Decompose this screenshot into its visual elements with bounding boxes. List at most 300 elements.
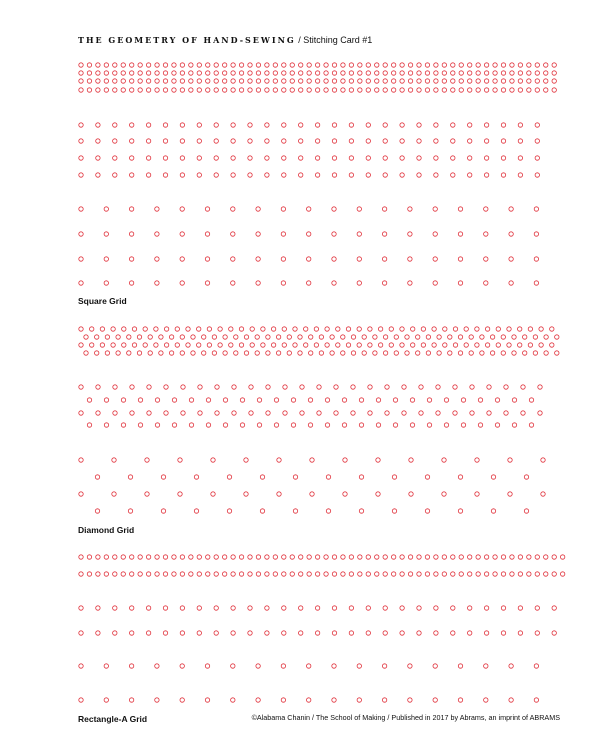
square-grid-hole (180, 173, 184, 177)
square-grid-hole (501, 88, 505, 92)
square-grid-hole (155, 88, 159, 92)
square-grid-hole (79, 88, 83, 92)
square-grid-hole (79, 281, 83, 285)
diamond-grid-hole (212, 351, 216, 355)
square-grid-hole (265, 79, 269, 83)
rectangle-grid-hole (434, 555, 438, 559)
square-grid-hole (501, 156, 505, 160)
square-grid-hole (484, 232, 488, 236)
diamond-grid-hole (95, 335, 99, 339)
square-grid-hole (290, 88, 294, 92)
diamond-grid-hole (79, 458, 83, 462)
diamond-grid-hole (389, 327, 393, 331)
diamond-grid-hole (478, 398, 482, 402)
square-grid-hole (400, 139, 404, 143)
diamond-grid-hole (351, 335, 355, 339)
square-grid-hole (315, 79, 319, 83)
square-grid-hole (163, 71, 167, 75)
diamond-grid-hole (427, 398, 431, 402)
square-grid-hole (146, 123, 150, 127)
square-grid-hole (468, 139, 472, 143)
diamond-grid-hole (490, 335, 494, 339)
square-grid-hole (189, 88, 193, 92)
square-grid-hole (349, 123, 353, 127)
square-grid-hole (239, 79, 243, 83)
square-grid-hole (121, 88, 125, 92)
square-grid-hole (307, 88, 311, 92)
rectangle-grid-hole (451, 631, 455, 635)
diamond-grid-hole (100, 343, 104, 347)
square-grid-hole (458, 257, 462, 261)
rectangle-grid-hole (265, 572, 269, 576)
rectangle-grid-hole (189, 572, 193, 576)
rectangle-grid-hole (332, 664, 336, 668)
rectangle-grid-hole (231, 664, 235, 668)
diamond-grid-hole (132, 327, 136, 331)
square-grid-hole (290, 63, 294, 67)
diamond-grid-hole (223, 423, 227, 427)
rectangle-grid-hole (205, 698, 209, 702)
diamond-grid-hole (405, 351, 409, 355)
diamond-grid-hole (458, 475, 462, 479)
square-grid-hole (400, 88, 404, 92)
square-grid-hole (332, 156, 336, 160)
diamond-grid-hole (291, 423, 295, 427)
rectangle-grid-hole (434, 606, 438, 610)
square-grid-hole (518, 79, 522, 83)
diamond-grid-hole (317, 385, 321, 389)
diamond-grid-hole (342, 398, 346, 402)
square-grid-hole (231, 71, 235, 75)
rectangle-grid-hole (315, 631, 319, 635)
square-grid-hole (442, 63, 446, 67)
diamond-grid-hole (359, 423, 363, 427)
square-grid-hole (534, 207, 538, 211)
rectangle-grid-hole (510, 572, 514, 576)
square-grid-hole (79, 63, 83, 67)
square-grid-hole (493, 79, 497, 83)
diamond-grid-hole (100, 327, 104, 331)
diamond-grid-hole (291, 398, 295, 402)
square-grid-hole (382, 257, 386, 261)
square-grid-hole (458, 232, 462, 236)
square-grid-hole (113, 63, 117, 67)
diamond-grid-hole (172, 398, 176, 402)
diamond-grid-hole (293, 343, 297, 347)
square-grid-hole (172, 88, 176, 92)
diamond-grid-hole (239, 327, 243, 331)
rectangle-grid-hole (256, 555, 260, 559)
diamond-grid-hole (186, 327, 190, 331)
diamond-grid-hole (159, 351, 163, 355)
square-grid-hole (299, 88, 303, 92)
diamond-grid-hole (137, 351, 141, 355)
section-label-rectangle-a-grid: Rectangle-A Grid (78, 714, 148, 724)
diamond-grid-hole (325, 327, 329, 331)
diamond-grid-hole (550, 327, 554, 331)
diamond-grid-hole (436, 385, 440, 389)
square-grid-hole (552, 88, 556, 92)
square-grid-hole (299, 79, 303, 83)
square-grid-hole (434, 71, 438, 75)
rectangle-grid-hole (332, 555, 336, 559)
rectangle-grid-hole (383, 572, 387, 576)
square-grid-hole (366, 156, 370, 160)
square-grid-hole (544, 71, 548, 75)
square-grid-hole (552, 71, 556, 75)
square-grid-hole (206, 88, 210, 92)
diamond-grid-hole (255, 351, 259, 355)
square-grid-hole (146, 173, 150, 177)
rectangle-grid-hole (425, 572, 429, 576)
copyright-footer: ©Alabama Chanin / The School of Making / Published in 2017 by Abrams, an imprint of ABRAMS (251, 713, 560, 722)
square-grid-hole (273, 71, 277, 75)
diamond-grid-hole (389, 343, 393, 347)
rectangle-grid-hole (172, 572, 176, 576)
diamond-grid-hole (512, 351, 516, 355)
rectangle-grid-hole (400, 631, 404, 635)
square-grid-hole (129, 232, 133, 236)
square-grid-hole (146, 139, 150, 143)
rectangle-grid-hole (282, 572, 286, 576)
diamond-grid-hole (458, 335, 462, 339)
rectangle-grid-hole (332, 631, 336, 635)
diamond-grid-hole (257, 423, 261, 427)
diamond-grid-hole (138, 398, 142, 402)
rectangle-grid-hole (375, 555, 379, 559)
diamond-grid-hole (266, 335, 270, 339)
rectangle-grid-hole (535, 555, 539, 559)
square-grid-hole (163, 156, 167, 160)
square-grid-hole (468, 79, 472, 83)
square-grid-hole (214, 123, 218, 127)
diamond-grid-hole (444, 398, 448, 402)
diamond-grid-hole (555, 335, 559, 339)
rectangle-grid-hole (366, 606, 370, 610)
rectangle-grid-hole (366, 555, 370, 559)
square-grid-hole (518, 71, 522, 75)
diamond-grid-hole (411, 327, 415, 331)
square-grid-hole (248, 139, 252, 143)
diamond-grid-hole (427, 423, 431, 427)
square-grid-hole (104, 281, 108, 285)
diamond-grid-hole (310, 458, 314, 462)
square-grid-hole (408, 207, 412, 211)
square-grid-hole (265, 71, 269, 75)
rectangle-grid-hole (79, 555, 83, 559)
square-grid-hole (476, 63, 480, 67)
rectangle-grid-hole (180, 698, 184, 702)
rectangle-grid-hole (172, 555, 176, 559)
section-label-square-grid: Square Grid (78, 296, 127, 306)
square-grid-hole (493, 63, 497, 67)
diamond-grid-hole (357, 327, 361, 331)
square-grid-hole (248, 88, 252, 92)
square-grid-hole (155, 63, 159, 67)
rectangle-grid-hole (189, 555, 193, 559)
square-grid-hole (358, 88, 362, 92)
diamond-grid-hole (443, 327, 447, 331)
rectangle-grid-hole (527, 555, 531, 559)
diamond-grid-hole (202, 351, 206, 355)
diamond-grid-hole (212, 335, 216, 339)
rectangle-grid-hole (518, 631, 522, 635)
square-grid-hole (493, 71, 497, 75)
diamond-grid-hole (538, 385, 542, 389)
square-grid-hole (206, 63, 210, 67)
square-grid-hole (468, 173, 472, 177)
square-grid-hole (180, 207, 184, 211)
diamond-grid-hole (533, 335, 537, 339)
square-grid-hole (349, 173, 353, 177)
diamond-grid-hole (232, 411, 236, 415)
diamond-grid-hole (79, 411, 83, 415)
rectangle-grid-hole (391, 572, 395, 576)
diamond-grid-hole (155, 398, 159, 402)
diamond-grid-hole (104, 398, 108, 402)
diamond-grid-hole (539, 343, 543, 347)
square-grid-hole (382, 281, 386, 285)
square-grid-hole (501, 63, 505, 67)
square-grid-hole (214, 71, 218, 75)
rectangle-grid-hole (163, 555, 167, 559)
rectangle-grid-hole (273, 555, 277, 559)
square-grid-hole (501, 139, 505, 143)
square-grid-hole (383, 79, 387, 83)
diamond-grid-hole (373, 351, 377, 355)
square-grid-hole (231, 139, 235, 143)
square-grid-hole (358, 63, 362, 67)
square-grid-hole (552, 79, 556, 83)
square-grid-hole (129, 207, 133, 211)
diamond-grid-hole (409, 458, 413, 462)
square-grid-hole (527, 71, 531, 75)
diamond-grid-hole (359, 398, 363, 402)
rectangle-grid-hole (476, 555, 480, 559)
square-grid-hole (400, 123, 404, 127)
rectangle-grid-hole (113, 572, 117, 576)
diamond-grid-hole (485, 343, 489, 347)
rectangle-grid-hole (96, 606, 100, 610)
square-grid-hole (518, 173, 522, 177)
square-grid-hole (375, 63, 379, 67)
diamond-grid-hole (336, 343, 340, 347)
square-grid-hole (231, 88, 235, 92)
rectangle-grid-hole (180, 572, 184, 576)
rectangle-grid-hole (197, 555, 201, 559)
diamond-grid-hole (432, 343, 436, 347)
rectangle-grid-hole (121, 572, 125, 576)
diamond-grid-hole (155, 423, 159, 427)
diamond-grid-hole (464, 343, 468, 347)
square-grid-hole (282, 123, 286, 127)
rectangle-grid-hole (341, 572, 345, 576)
square-grid-hole (214, 63, 218, 67)
diamond-grid-hole (357, 343, 361, 347)
diamond-grid-hole (181, 411, 185, 415)
diamond-grid-hole (453, 385, 457, 389)
diamond-grid-hole (287, 351, 291, 355)
diamond-grid-hole (346, 343, 350, 347)
square-grid-hole (366, 79, 370, 83)
rectangle-grid-hole (417, 555, 421, 559)
diamond-grid-hole (95, 475, 99, 479)
square-grid-hole (408, 232, 412, 236)
rectangle-grid-hole (501, 631, 505, 635)
rectangle-grid-hole (96, 631, 100, 635)
square-grid-hole (442, 79, 446, 83)
square-grid-hole (349, 139, 353, 143)
square-grid-hole (180, 71, 184, 75)
diamond-grid-hole (376, 423, 380, 427)
square-grid-hole (172, 71, 176, 75)
diamond-grid-hole (148, 351, 152, 355)
diamond-grid-hole (319, 335, 323, 339)
diamond-grid-hole (128, 509, 132, 513)
diamond-grid-hole (475, 343, 479, 347)
rectangle-grid-hole (96, 572, 100, 576)
square-grid-hole (265, 123, 269, 127)
diamond-grid-hole (111, 327, 115, 331)
diamond-grid-hole (421, 343, 425, 347)
diamond-grid-hole (96, 385, 100, 389)
diamond-grid-hole (261, 327, 265, 331)
rectangle-grid-hole (324, 555, 328, 559)
square-grid-hole (121, 63, 125, 67)
square-grid-hole (256, 207, 260, 211)
square-grid-hole (510, 63, 514, 67)
diamond-grid-hole (121, 398, 125, 402)
square-grid-hole (87, 71, 91, 75)
rectangle-grid-hole (299, 555, 303, 559)
rectangle-grid-hole (231, 555, 235, 559)
square-grid-hole (104, 71, 108, 75)
square-grid-hole (155, 232, 159, 236)
square-grid-hole (197, 139, 201, 143)
square-grid-hole (130, 63, 134, 67)
square-grid-hole (332, 139, 336, 143)
rectangle-grid-hole (146, 555, 150, 559)
diamond-grid-hole (518, 327, 522, 331)
square-grid-hole (458, 207, 462, 211)
square-grid-hole (417, 173, 421, 177)
diamond-grid-hole (122, 343, 126, 347)
rectangle-grid-hole (180, 555, 184, 559)
diamond-grid-hole (122, 327, 126, 331)
diamond-grid-hole (240, 423, 244, 427)
diamond-grid-hole (444, 423, 448, 427)
square-grid-hole (130, 139, 134, 143)
square-grid-hole (256, 63, 260, 67)
square-grid-hole (518, 88, 522, 92)
square-grid-hole (484, 281, 488, 285)
square-grid-hole (205, 257, 209, 261)
square-grid-hole (290, 79, 294, 83)
rectangle-grid-hole (341, 555, 345, 559)
diamond-grid-hole (461, 423, 465, 427)
diamond-grid-hole (137, 335, 141, 339)
square-grid-hole (534, 232, 538, 236)
square-grid-hole (383, 173, 387, 177)
diamond-grid-hole (105, 351, 109, 355)
diamond-grid-hole (491, 509, 495, 513)
square-grid-hole (434, 139, 438, 143)
rectangle-grid-hole (518, 572, 522, 576)
rectangle-grid-hole (231, 698, 235, 702)
rectangle-grid-hole (79, 664, 83, 668)
rectangle-grid-hole (163, 606, 167, 610)
diamond-grid-hole (453, 411, 457, 415)
diamond-grid-hole (385, 411, 389, 415)
diamond-grid-hole (249, 411, 253, 415)
square-grid-hole (484, 123, 488, 127)
square-grid-hole (375, 71, 379, 75)
rectangle-grid-hole (96, 555, 100, 559)
rectangle-grid-hole (282, 555, 286, 559)
diamond-grid-hole (495, 423, 499, 427)
rectangle-grid-hole (400, 572, 404, 576)
square-grid-hole (383, 88, 387, 92)
diamond-grid-hole (458, 351, 462, 355)
square-grid-hole (256, 232, 260, 236)
diamond-grid-hole (541, 458, 545, 462)
diamond-grid-hole (490, 351, 494, 355)
diamond-grid-hole (128, 475, 132, 479)
square-grid-hole (231, 173, 235, 177)
diamond-grid-hole (416, 351, 420, 355)
diamond-grid-hole (538, 411, 542, 415)
diamond-grid-hole (229, 343, 233, 347)
square-grid-hole (113, 139, 117, 143)
square-grid-hole (197, 123, 201, 127)
rectangle-grid-hole (484, 555, 488, 559)
diamond-grid-hole (202, 335, 206, 339)
square-grid-hole (417, 88, 421, 92)
square-grid-hole (324, 79, 328, 83)
diamond-grid-hole (113, 385, 117, 389)
diamond-grid-hole (244, 335, 248, 339)
square-grid-hole (282, 63, 286, 67)
square-grid-hole (315, 63, 319, 67)
square-grid-hole (104, 63, 108, 67)
square-grid-hole (265, 88, 269, 92)
rectangle-grid-hole (256, 664, 260, 668)
rectangle-grid-hole (146, 572, 150, 576)
rectangle-grid-hole (382, 698, 386, 702)
rectangle-grid-hole (104, 572, 108, 576)
square-grid-hole (205, 207, 209, 211)
rectangle-grid-hole (560, 555, 564, 559)
rectangle-grid-hole (484, 631, 488, 635)
diamond-grid-hole (326, 475, 330, 479)
square-grid-hole (341, 88, 345, 92)
diamond-grid-hole (351, 351, 355, 355)
square-grid-hole (163, 79, 167, 83)
rectangle-grid-hole (130, 606, 134, 610)
diamond-grid-hole (394, 335, 398, 339)
diamond-grid-hole (419, 411, 423, 415)
diamond-grid-hole (330, 351, 334, 355)
square-grid-hole (248, 173, 252, 177)
diamond-grid-hole (159, 335, 163, 339)
diamond-grid-hole (437, 351, 441, 355)
rectangle-grid-hole (282, 631, 286, 635)
diamond-grid-hole (300, 385, 304, 389)
diamond-grid-hole (227, 475, 231, 479)
diamond-grid-hole (400, 327, 404, 331)
square-grid-hole (493, 88, 497, 92)
square-grid-hole (172, 79, 176, 83)
